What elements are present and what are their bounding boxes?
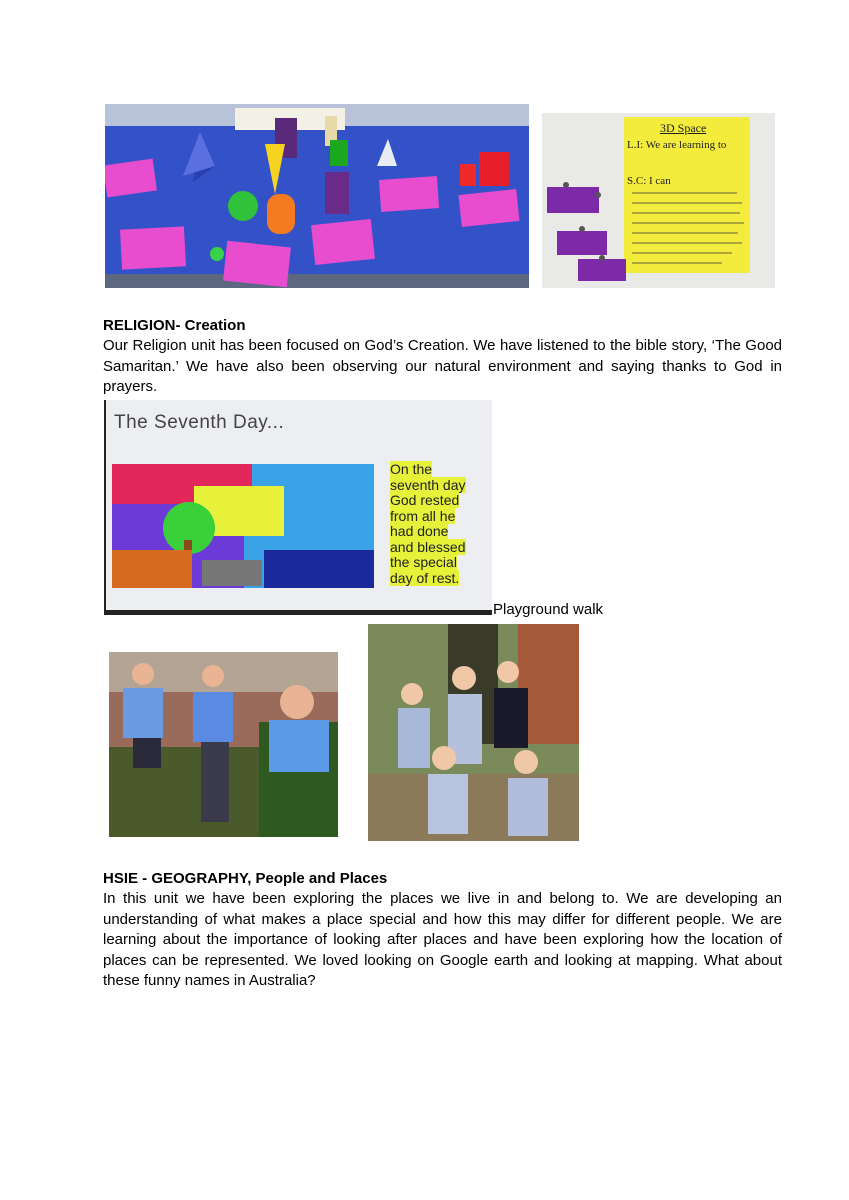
slide-line: day of rest. [390, 569, 460, 586]
slide-line: had done [390, 523, 449, 539]
playground-caption: Playground walk [493, 601, 604, 618]
poster-li: L.I: We are learning to [627, 139, 727, 151]
slide-line: from all he [390, 507, 456, 524]
slide-photo [104, 400, 492, 615]
poster-title: 3D Space [660, 121, 707, 135]
slide-line: On the [390, 461, 433, 477]
slide-text [390, 462, 466, 586]
religion-heading: RELIGION- Creation [103, 317, 246, 334]
boys-photo [109, 652, 338, 837]
religion-body: Our Religion unit has been focused on God’s Creation. We have listened to the bible story, ‘The Good Samaritan.’ We have also been observing our natural environment and saying thanks to God in prayers. [103, 337, 782, 395]
girls-photo [368, 624, 579, 841]
slide-line: seventh day [390, 476, 466, 493]
hsie-heading: HSIE - GEOGRAPHY, People and Places [103, 870, 388, 887]
poster-sc: S.C: I can [627, 175, 671, 187]
poster-photo [542, 113, 775, 288]
slide-line: the special [390, 554, 457, 570]
slide-line: and blessed [390, 538, 466, 555]
hsie-body: In this unit we have been exploring the places we live in and belong to. We are developing an understanding of what makes a place special and how this may differ for different people. We are learning about the importance of looking after places and have been exploring how the location of places can be represented. We loved looking on Google earth and looking at mapping. What about these funny names in Australia? [103, 890, 782, 989]
slide-title: The Seventh Day... [114, 412, 285, 433]
slide-line: God rested [390, 492, 460, 508]
shapes-photo [105, 104, 529, 288]
